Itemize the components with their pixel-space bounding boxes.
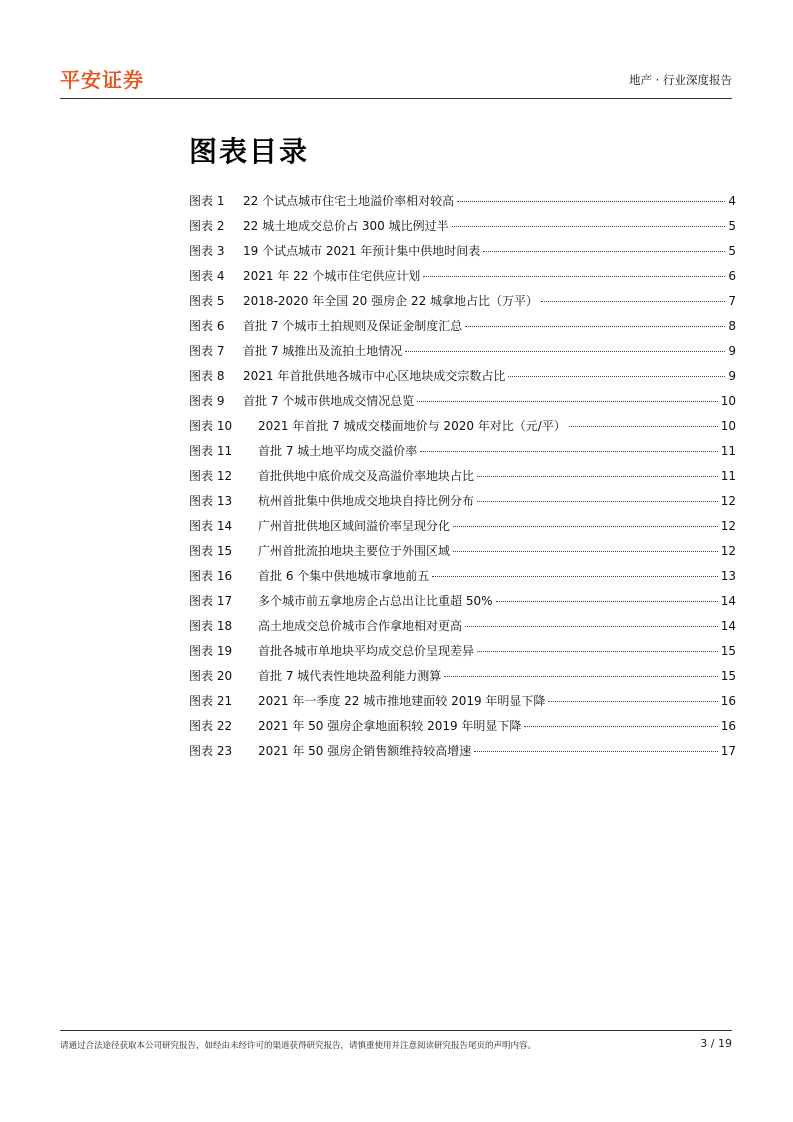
toc-entry-page: 14: [720, 594, 736, 608]
toc-dot-leader: [432, 576, 717, 577]
toc-entry[interactable]: [189, 514, 736, 539]
toc-entry-title: 2021 年 50 强房企拿地面积较 2019 年明显下降: [258, 719, 522, 733]
toc-dot-leader: [453, 551, 718, 552]
toc-entry-page: 6: [728, 269, 736, 283]
toc-entry[interactable]: [189, 489, 736, 514]
toc-entry-title: 首批 7 个城市土拍规则及保证金制度汇总: [243, 319, 463, 333]
toc-entry[interactable]: [189, 664, 736, 689]
toc-entry-page: 5: [728, 219, 736, 233]
toc-entry[interactable]: [189, 539, 736, 564]
toc-entry-page: 8: [728, 319, 736, 333]
toc-entry[interactable]: [189, 389, 736, 414]
toc-dot-leader: [465, 626, 718, 627]
toc-entry[interactable]: [189, 739, 736, 764]
toc-entry-label: 图表 3: [189, 244, 225, 258]
toc-dot-leader: [417, 401, 717, 402]
toc-entry-page: 9: [728, 369, 736, 383]
toc-dot-leader: [548, 701, 717, 702]
toc-entry-page: 10: [720, 419, 736, 433]
toc-entry-page: 12: [720, 494, 736, 508]
toc-dot-leader: [474, 751, 717, 752]
toc-entry-label: 图表 2: [189, 219, 225, 233]
footer-divider: [60, 1030, 732, 1031]
toc-entry-page: 12: [720, 519, 736, 533]
toc-entry-label: 图表 16: [189, 569, 233, 583]
toc-entry[interactable]: [189, 564, 736, 589]
toc-entry-page: 12: [720, 544, 736, 558]
brand-logo: 平安证券: [60, 68, 144, 92]
toc-entry-label: 图表 10: [189, 419, 233, 433]
toc-entry-label: 图表 19: [189, 644, 233, 658]
toc-entry-label: 图表 1: [189, 194, 225, 208]
toc-entry[interactable]: [189, 589, 736, 614]
toc-entry[interactable]: [189, 214, 736, 239]
toc-dot-leader: [483, 251, 725, 252]
toc-entry[interactable]: [189, 614, 736, 639]
toc-entry[interactable]: [189, 339, 736, 364]
toc-dot-leader: [477, 651, 718, 652]
toc-entry-label: 图表 18: [189, 619, 233, 633]
toc-entry-page: 10: [720, 394, 736, 408]
toc-entry-title: 广州首批流拍地块主要位于外围区域: [258, 544, 451, 558]
toc-dot-leader: [465, 326, 725, 327]
toc-entry[interactable]: [189, 689, 736, 714]
toc-entry-label: 图表 14: [189, 519, 233, 533]
toc-entry-label: 图表 5: [189, 294, 225, 308]
toc-dot-leader: [508, 376, 725, 377]
toc-entry[interactable]: [189, 239, 736, 264]
toc-entry-page: 16: [720, 719, 736, 733]
toc-entry-title: 2021 年 50 强房企销售额维持较高增速: [258, 744, 472, 758]
toc-entry-page: 11: [720, 444, 736, 458]
toc-dot-leader: [423, 276, 725, 277]
toc-entry[interactable]: [189, 364, 736, 389]
report-category: 地产 · 行业深度报告: [629, 73, 732, 87]
toc-entry-title: 22 城土地成交总价占 300 城比例过半: [243, 219, 449, 233]
toc-dot-leader: [524, 726, 717, 727]
toc-entry-label: 图表 9: [189, 394, 225, 408]
toc-entry-page: 7: [728, 294, 736, 308]
toc-entry-label: 图表 7: [189, 344, 225, 358]
toc-dot-leader: [477, 476, 718, 477]
toc-entry-page: 4: [728, 194, 736, 208]
toc-dot-leader: [444, 676, 717, 677]
toc-entry-label: 图表 13: [189, 494, 233, 508]
toc-entry[interactable]: [189, 464, 736, 489]
toc-entry-page: 15: [720, 644, 736, 658]
footer-disclaimer: 请通过合法途径获取本公司研究报告，如经由未经许可的渠道获得研究报告，请慎重使用并注意阅读研究报告尾页的声明内容。: [60, 1041, 537, 1051]
toc-entry-page: 15: [720, 669, 736, 683]
toc-entry-label: 图表 6: [189, 319, 225, 333]
toc-entry-page: 11: [720, 469, 736, 483]
header-divider: [60, 98, 732, 99]
toc-entry-title: 首批供地中底价成交及高溢价率地块占比: [258, 469, 475, 483]
toc-entry-title: 首批 7 城土地平均成交溢价率: [258, 444, 418, 458]
toc-entry-title: 22 个试点城市住宅土地溢价率相对较高: [243, 194, 455, 208]
toc-entry-label: 图表 23: [189, 744, 233, 758]
toc-entry-title: 首批 7 城代表性地块盈利能力测算: [258, 669, 442, 683]
toc-entry-title: 高土地成交总价城市合作拿地相对更高: [258, 619, 463, 633]
toc-entry[interactable]: [189, 314, 736, 339]
toc-list: [189, 189, 736, 764]
toc-entry-label: 图表 4: [189, 269, 225, 283]
toc-entry-title: 2021 年一季度 22 城市推地建面较 2019 年明显下降: [258, 694, 546, 708]
toc-entry[interactable]: [189, 264, 736, 289]
toc-entry-title: 2021 年 22 个城市住宅供应计划: [243, 269, 421, 283]
toc-dot-leader: [405, 351, 725, 352]
toc-entry-title: 多个城市前五拿地房企占总出让比重超 50%: [258, 594, 493, 608]
toc-entry-label: 图表 8: [189, 369, 225, 383]
toc-dot-leader: [452, 226, 726, 227]
toc-entry[interactable]: [189, 639, 736, 664]
toc-entry-title: 广州首批供地区域间溢价率呈现分化: [258, 519, 451, 533]
toc-entry-page: 5: [728, 244, 736, 258]
toc-entry-page: 14: [720, 619, 736, 633]
toc-dot-leader: [457, 201, 725, 202]
toc-entry-label: 图表 15: [189, 544, 233, 558]
toc-entry-page: 9: [728, 344, 736, 358]
toc-entry-title: 首批 6 个集中供地城市拿地前五: [258, 569, 430, 583]
toc-entry-label: 图表 20: [189, 669, 233, 683]
toc-dot-leader: [569, 426, 718, 427]
toc-dot-leader: [477, 501, 718, 502]
toc-entry-label: 图表 17: [189, 594, 233, 608]
toc-entry-label: 图表 22: [189, 719, 233, 733]
toc-entry[interactable]: [189, 189, 736, 214]
toc-entry[interactable]: [189, 714, 736, 739]
toc-entry-title: 首批 7 个城市供地成交情况总览: [243, 394, 415, 408]
toc-entry[interactable]: [189, 414, 736, 439]
toc-entry-title: 19 个试点城市 2021 年预计集中供地时间表: [243, 244, 481, 258]
toc-dot-leader: [496, 601, 718, 602]
toc-title: 图表目录: [189, 135, 310, 168]
toc-entry-label: 图表 11: [189, 444, 233, 458]
toc-entry-title: 首批各城市单地块平均成交总价呈现差异: [258, 644, 475, 658]
toc-dot-leader: [453, 526, 718, 527]
toc-entry[interactable]: [189, 439, 736, 464]
page-number: 3 / 19: [700, 1037, 732, 1050]
toc-entry-title: 首批 7 城推出及流拍土地情况: [243, 344, 403, 358]
toc-entry-title: 杭州首批集中供地成交地块自持比例分布: [258, 494, 475, 508]
toc-dot-leader: [541, 301, 725, 302]
toc-entry-label: 图表 21: [189, 694, 233, 708]
toc-entry-page: 17: [720, 744, 736, 758]
toc-entry-page: 16: [720, 694, 736, 708]
toc-entry-title: 2021 年首批供地各城市中心区地块成交宗数占比: [243, 369, 506, 383]
toc-entry-title: 2018-2020 年全国 20 强房企 22 城拿地占比（万平）: [243, 294, 539, 308]
toc-dot-leader: [420, 451, 717, 452]
toc-entry-title: 2021 年首批 7 城成交楼面地价与 2020 年对比（元/平）: [258, 419, 566, 433]
toc-entry-label: 图表 12: [189, 469, 233, 483]
toc-entry-page: 13: [720, 569, 736, 583]
toc-entry[interactable]: [189, 289, 736, 314]
